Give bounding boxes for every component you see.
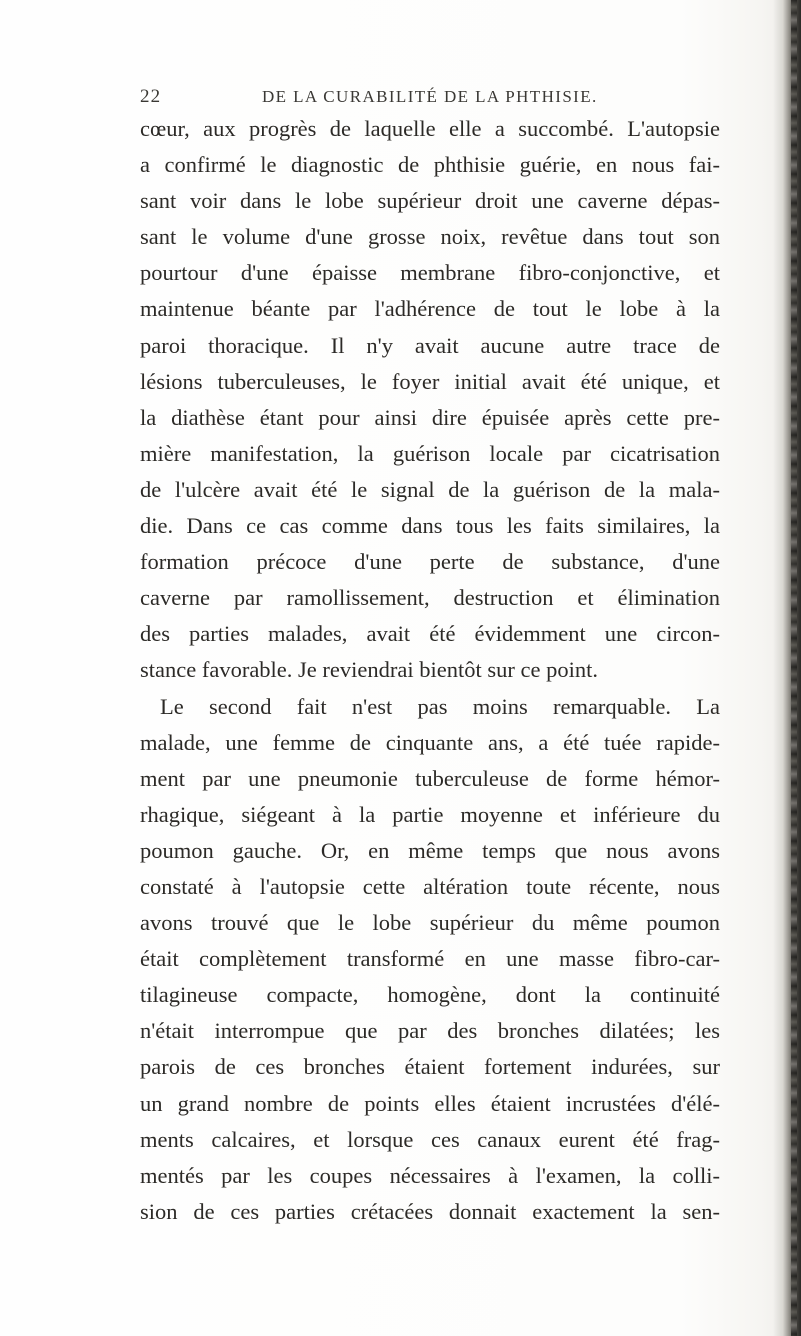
text-line: caverne par ramollissement, destruction et élimination <box>140 585 720 611</box>
text-line: paroi thoracique. Il n'y avait aucune autre trace de <box>140 332 720 358</box>
text-line: rhagique, siégeant à la partie moyenne et inférieure du <box>140 801 720 827</box>
text-line: mière manifestation, la guérison locale par cicatrisation <box>140 440 720 466</box>
text-line: parois de ces bronches étaient fortement indurées, sur <box>140 1054 720 1080</box>
paragraph-first-line: Le second fait n'est pas moins remarquable. La <box>160 693 720 719</box>
text-line: formation précoce d'une perte de substance, d'une <box>140 549 720 575</box>
text-line: était complètement transformé en une masse fibro-car- <box>140 946 720 972</box>
text-line: a confirmé le diagnostic de phthisie guérie, en nous fai- <box>140 152 720 178</box>
text-line: sant voir dans le lobe supérieur droit une caverne dépas- <box>140 188 720 214</box>
text-line: maintenue béante par l'adhérence de tout le lobe à la <box>140 296 720 322</box>
text-line: tilagineuse compacte, homogène, dont la continuité <box>140 982 720 1008</box>
text-line: poumon gauche. Or, en même temps que nous avons <box>140 837 720 863</box>
text-line: de l'ulcère avait été le signal de la guérison de la mala- <box>140 476 720 502</box>
text-line: pourtour d'une épaisse membrane fibro-conjonctive, et <box>140 260 720 286</box>
text-line: cœur, aux progrès de laquelle elle a succombé. L'autopsie <box>140 116 720 141</box>
page-header <box>140 86 700 112</box>
text-line: ment par une pneumonie tuberculeuse de forme hémor- <box>140 765 720 791</box>
text-line: mentés par les coupes nécessaires à l'examen, la colli- <box>140 1162 720 1188</box>
text-line: die. Dans ce cas comme dans tous les faits similaires, la <box>140 513 720 539</box>
text-line: un grand nombre de points elles étaient incrustées d'élé- <box>140 1090 720 1116</box>
body-text <box>140 111 760 1230</box>
text-line: la diathèse étant pour ainsi dire épuisée après cette pre- <box>140 404 720 430</box>
text-line: lésions tuberculeuses, le foyer initial avait été unique, et <box>140 368 720 394</box>
text-line: stance favorable. Je reviendrai bientôt sur ce point. <box>140 657 598 683</box>
running-title: DE LA CURABILITÉ DE LA PHTHISIE. <box>262 87 598 106</box>
binding-edge <box>773 0 801 1336</box>
text-line: ments calcaires, et lorsque ces canaux eurent été frag- <box>140 1126 720 1152</box>
text-line: des parties malades, avait été évidemment une circon- <box>140 621 720 647</box>
text-line: malade, une femme de cinquante ans, a été tuée rapide- <box>140 729 720 755</box>
page-number: 22 <box>140 86 162 107</box>
text-line: n'était interrompue que par des bronches dilatées; les <box>140 1018 720 1044</box>
text-line: constaté à l'autopsie cette altération toute récente, nous <box>140 873 720 899</box>
text-line: avons trouvé que le lobe supérieur du même poumon <box>140 910 720 936</box>
text-line: sion de ces parties crétacées donnait exactement la sen- <box>140 1198 720 1224</box>
text-line: sant le volume d'une grosse noix, revêtue dans tout son <box>140 224 720 250</box>
